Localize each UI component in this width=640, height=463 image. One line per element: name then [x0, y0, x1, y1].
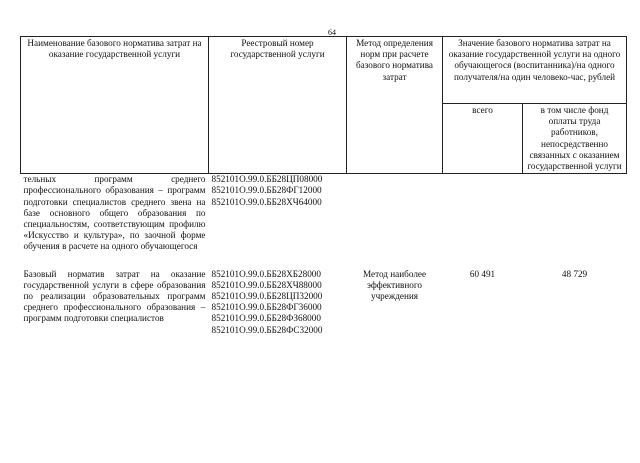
page-number: 64: [328, 28, 336, 37]
registry-code: 852101О.99.0.ББ28ФЗ68000: [211, 313, 321, 324]
row-total: [443, 174, 523, 253]
header-registry-number: Реестровый номер государственной услуги: [209, 37, 347, 174]
row-service-name: тельных программ среднего профессионального образования – программ подготовки специалистов среднего звена на базе основного общего образования по специальностям, соответствующим профилю «Искусство и культура», по заочной форме обучения в расчете на одного обучающегося: [23, 174, 206, 252]
registry-code: 852101О.99.0.ББ28ФГ12000: [211, 185, 322, 196]
header-service-name: Наименование базового норматива затрат на оказание государственной услуги: [21, 37, 209, 174]
registry-code: 852101О.99.0.ББ28ХБ28000: [211, 268, 321, 279]
registry-code: 852101О.99.0.ББ28ФГ36000: [211, 302, 322, 313]
header-normative-value: Значение базового норматива затрат на оказание государственной услуги на одного обучающегося (воспитанника)/на одного получателя/на один человеко-час, рублей: [443, 37, 627, 104]
row-spacer: [21, 253, 627, 269]
row-total: 60 491: [469, 268, 496, 279]
registry-code: 852101О.99.0.ББ28ХЧ64000: [211, 196, 322, 207]
row-registry-codes: [209, 174, 347, 253]
row-registry-codes: [209, 269, 347, 336]
registry-code: 852101О.99.0.ББ28ХЧ88000: [211, 279, 322, 290]
table-row: [21, 174, 627, 253]
row-payroll-fund: [523, 174, 627, 253]
registry-code: 852101О.99.0.ББ28ФС32000: [211, 324, 323, 335]
table-row: [21, 269, 627, 336]
header-method: Метод определения норм при расчете базового норматива затрат: [347, 37, 443, 174]
normative-cost-table: [20, 36, 627, 336]
registry-code: 852101О.99.0.ББ28ЦП32000: [211, 291, 323, 302]
row-service-name: Базовый норматив затрат на оказание государственной услуги в сфере образования по реализации образовательных программ среднего профессионального образования – программ подготовки специалистов: [23, 268, 206, 324]
row-method: [347, 174, 443, 253]
header-payroll-fund: в том числе фонд оплаты труда работников, непосредственно связанных с оказанием государственной услуги: [523, 104, 627, 174]
row-method: Метод наиболее эффективного учреждения: [362, 268, 427, 302]
row-payroll-fund: 48 729: [561, 268, 588, 279]
registry-code: 852101О.99.0.ББ28ЦП08000: [211, 174, 323, 185]
header-total: всего: [443, 104, 523, 174]
